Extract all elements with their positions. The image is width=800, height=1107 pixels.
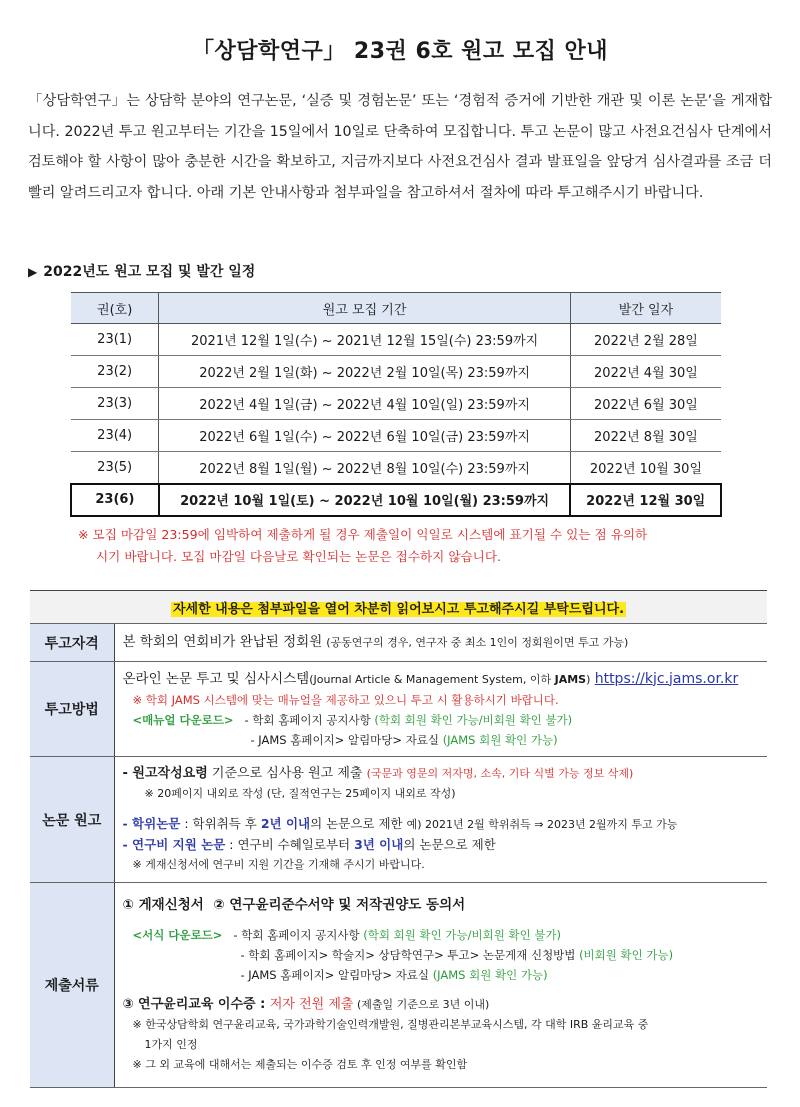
manuscript-body: [114, 757, 767, 883]
documents-row: [30, 883, 767, 1088]
cell-issue: 23(1): [71, 324, 159, 356]
cell-issue: 23(2): [71, 356, 159, 388]
cell-publish: 2022년 6월 30일: [570, 388, 721, 420]
table-row: [71, 388, 721, 420]
table-row: [71, 420, 721, 452]
manual-download-source1: - 학회 홈페이지 공지사항: [244, 712, 371, 727]
schedule-heading: [28, 261, 255, 281]
ethics-cert-bold: ③ 연구윤리교육 이수증 :: [122, 997, 270, 1012]
manuscript-thesis-line: [123, 814, 768, 835]
manual-download-label: <매뉴얼 다운로드>: [132, 712, 234, 727]
cell-publish: 2022년 4월 30일: [570, 356, 721, 388]
cell-issue: 23(5): [71, 452, 159, 484]
ethics-cert-validity: (제출일 기준으로 3년 이내): [353, 998, 490, 1011]
manuscript-row: [30, 757, 767, 883]
table-row: [71, 356, 721, 388]
documents-label: 제출서류: [30, 883, 114, 1088]
guideline-bold: 원고작성요령: [132, 766, 208, 781]
eligibility-label: 투고자격: [30, 624, 114, 662]
form-download-label: <서식 다운로드>: [132, 928, 223, 942]
cell-publish: 2022년 12월 30일: [570, 484, 721, 516]
intro-paragraph: 「상담학연구」는 상담학 분야의 연구논문, ‘실증 및 경험논문’ 또는 ‘경험적 증거에 기반한 개관 및 이론 논문’을 게재합니다. 2022년 투고 원고부터는 기간을 15일에서 10일로 단축하여 모집합니다. 투고 논문이 많고 사전요건심사 단계에서 검토해야 할 사항이 많아 충분한 시간을 확보하고, 지금까지보다 사전요건심사 결과 발표일을 앞당겨 심사결과를 조금 더 빨리 알려드리고자 합니다. 아래 기본 안내사항과 첨부파일을 참고하셔서 절차에 따라 투고해주시기 바랍니다.: [28, 93, 772, 201]
form-download-source1: - 학회 홈페이지 공지사항: [233, 928, 360, 942]
schedule-table: [70, 292, 722, 517]
dash: -: [122, 766, 133, 781]
cell-period: 2022년 6월 1일(수) ~ 2022년 6월 10일(금) 23:59까지: [159, 420, 571, 452]
method-label: 투고방법: [30, 662, 114, 757]
banner-text: 자세한 내용은 첨부파일을 열어 차분히 읽어보시고 투고해주시길 부탁드립니다.: [172, 601, 625, 617]
method-row: [30, 662, 767, 757]
method-jams-bold: JAMS: [554, 672, 587, 686]
table-row: [71, 324, 721, 356]
schedule-header-row: [71, 293, 721, 324]
deadline-notice-line2: 시기 바랍니다. 모집 마감일 다음날로 확인되는 논문은 접수하지 않습니다.: [96, 549, 501, 564]
schedule-heading-text: 2022년도 원고 모집 및 발간 일정: [43, 264, 256, 280]
cell-period: 2022년 2월 1일(화) ~ 2022년 2월 10일(목) 23:59까지: [159, 356, 571, 388]
method-download-line2: [123, 730, 768, 750]
eligibility-body: [114, 624, 767, 662]
method-body: [114, 662, 767, 757]
documents-heading-3: [123, 995, 768, 1015]
eligibility-row: [30, 624, 767, 662]
method-close-paren: ): [586, 672, 591, 686]
cell-issue: 23(4): [71, 420, 159, 452]
col-header-period: 원고 모집 기간: [159, 293, 571, 324]
deadline-notice: [78, 524, 728, 568]
ethics-note2: ※ 그 외 교육에 대해서는 제출되는 이수증 검토 후 인정 여부를 확인함: [132, 1058, 468, 1071]
manuscript-page-limit: ※ 20페이지 내외로 작성 (단, 질적연구는 25페이지 내외로 작성): [144, 787, 456, 800]
thesis-text2: 의 논문으로 제한: [310, 816, 407, 831]
thesis-bold: 학위논문: [132, 816, 181, 831]
ethics-note1-cont: 1가지 인정: [144, 1038, 198, 1051]
cell-period: 2022년 8월 1일(월) ~ 2022년 8월 10일(수) 23:59까지: [159, 452, 571, 484]
col-header-publish: 발간 일자: [570, 293, 721, 324]
form-download-source1-note: (학회 회원 확인 가능/비회원 확인 불가): [363, 928, 562, 942]
documents-heading-1-2: ① 게재신청서 ② 연구윤리준수서약 및 저작권양도 동의서: [122, 897, 466, 913]
table-row-current-issue: [71, 484, 721, 516]
cell-issue: 23(6): [71, 484, 159, 516]
method-line1: [123, 669, 768, 690]
method-download-line1: [123, 710, 768, 730]
dash: -: [122, 816, 133, 831]
thesis-example: 예) 2021년 2월 학위취득 ⇒ 2023년 2월까지 투고 가능: [406, 818, 678, 831]
cell-period: 2022년 10월 1일(토) ~ 2022년 10월 10일(월) 23:59까지: [159, 484, 571, 516]
form-download-line1: [123, 925, 768, 945]
manual-download-source2-note: (JAMS 회원 확인 가능): [442, 732, 558, 747]
cell-period: 2021년 12월 1일(수) ~ 2021년 12월 15일(수) 23:59까지: [159, 324, 571, 356]
grant-text1: : 연구비 수혜일로부터: [225, 837, 355, 852]
manual-download-source2: - JAMS 홈페이지> 알림마당> 자료실: [250, 732, 440, 747]
form-download-source2-note: (비회원 확인 가능): [579, 948, 674, 962]
cell-period: 2022년 4월 1일(금) ~ 2022년 4월 10일(일) 23:59까지: [159, 388, 571, 420]
cell-issue: 23(3): [71, 388, 159, 420]
manual-download-source1-note: (학회 회원 확인 가능/비회원 확인 불가): [374, 712, 573, 727]
form-download-source2: - 학회 홈페이지> 학술지> 상담학연구> 투고> 논문게재 신청방법: [240, 948, 576, 962]
manuscript-grant-note: ※ 게재신청서에 연구비 지원 기간을 기재해 주시기 바랍니다.: [132, 858, 425, 871]
cell-publish: 2022년 2월 28일: [570, 324, 721, 356]
manuscript-label: 논문 원고: [30, 757, 114, 883]
form-download-line3: [123, 965, 768, 985]
guideline-text: 기준으로 심사용 원고 제출: [207, 766, 367, 781]
grant-bold: 연구비 지원 논문: [132, 837, 226, 852]
form-download-source3-note: (JAMS 회원 확인 가능): [432, 968, 548, 982]
form-download-line2: [123, 945, 768, 965]
method-system-text: 온라인 논문 투고 및 심사시스템: [122, 670, 310, 687]
deadline-notice-line1: ※ 모집 마감일 23:59에 임박하여 제출하게 될 경우 제출일이 익일로 시스템에 표기될 수 있는 점 유의하: [78, 527, 648, 542]
method-note: ※ 학회 JAMS 시스템에 맞는 매뉴얼을 제공하고 있으니 투고 시 활용하시기 바랍니다.: [132, 692, 559, 707]
cell-publish: 2022년 10월 30일: [570, 452, 721, 484]
thesis-text1: : 학위취득 후: [180, 816, 261, 831]
ethics-note1: ※ 한국상담학회 연구윤리교육, 국가과학기술인력개발원, 질병관리본부교육시스템, 각 대학 IRB 윤리교육 중: [132, 1018, 649, 1031]
form-download-source3: - JAMS 홈페이지> 알림마당> 자료실: [240, 968, 430, 982]
col-header-issue: 권(호): [71, 293, 159, 324]
eligibility-main: 본 학회의 연회비가 완납된 정회원: [122, 634, 323, 650]
manuscript-grant-line: [123, 835, 768, 855]
banner-row: [30, 591, 767, 624]
triangle-right-icon: ▶: [28, 265, 38, 279]
cell-publish: 2022년 8월 30일: [570, 420, 721, 452]
eligibility-sub: (공동연구의 경우, 연구자 중 최소 1인이 정회원이면 투고 가능): [326, 636, 629, 649]
manuscript-line1: [123, 764, 768, 784]
guideline-note: (국문과 영문의 저자명, 소속, 기타 식별 가능 정보 삭제): [366, 767, 634, 780]
banner-cell: [30, 591, 767, 624]
thesis-limit: 2년 이내: [260, 816, 311, 831]
dash: -: [122, 837, 133, 852]
page-title: 「상담학연구」 23권 6호 원고 모집 안내: [192, 39, 608, 64]
grant-limit: 3년 이내: [354, 837, 404, 852]
grant-text2: 의 논문으로 제한: [403, 837, 496, 852]
method-system-small: (Journal Article & Management System, 이하: [309, 672, 555, 686]
documents-body: [114, 883, 767, 1088]
table-row: [71, 452, 721, 484]
ethics-cert-required: 저자 전원 제출: [269, 997, 354, 1012]
jams-url-link[interactable]: https://kjc.jams.or.kr: [594, 670, 739, 687]
submission-info-table: [30, 590, 767, 1088]
